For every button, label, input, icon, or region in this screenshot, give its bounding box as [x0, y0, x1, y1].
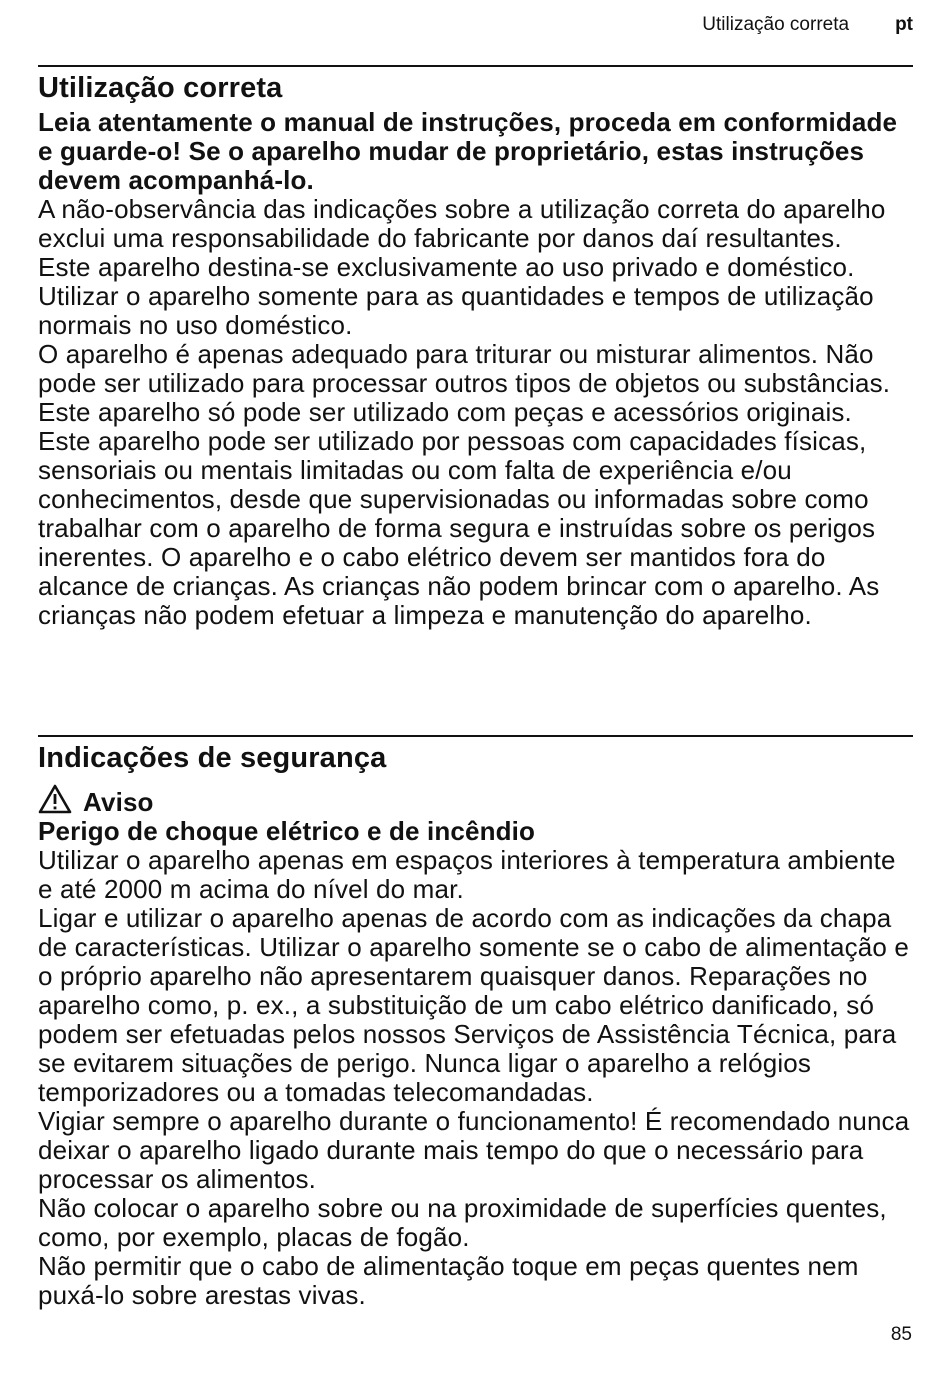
paragraph-rating-plate: Ligar e utilizar o aparelho apenas de acordo com as indicações da chapa de características. Utilizar o aparelho somente se o cabo de alimentação e o próprio aparelho não apresentarem quaisquer danos. Reparações no aparelho como, p. ex., a substituição de um cabo elétrico danificado, só podem ser efetuadas pelos nossos Serviços de Assistência Técnica, para se evitarem situações de perigo. Nunca ligar o aparelho a relógios temporizadores ou a tomadas telecomandadas.	[38, 903, 910, 1107]
section-title-intended-use: Utilização correta	[38, 72, 283, 104]
running-header	[38, 14, 913, 42]
hazard-title: Perigo de choque elétrico e de incêndio	[38, 816, 536, 846]
warning-triangle-icon	[38, 784, 83, 820]
paragraph-supervision: Vigiar sempre o aparelho durante o funcionamento! É recomendado nunca deixar o aparelho ligado durante mais tempo do que o necessário para processar os alimentos.	[38, 1106, 910, 1194]
paragraph-user-restrictions: Este aparelho pode ser utilizado por pessoas com capacidades físicas, sensoriais ou mentais limitadas ou com falta de experiência e/ou conhecimentos, desde que supervisionadas ou informadas sobre como trabalhar com o aparelho de forma segura e instruídas sobre os perigos inerentes. O aparelho e o cabo elétrico devem ser mantidos fora do alcance de crianças. As crianças não podem brincar com o aparelho. As crianças não podem efetuar a limpeza e manutenção do aparelho.	[38, 426, 880, 630]
paragraph-household-use: Este aparelho destina-se exclusivamente ao uso privado e doméstico. Utilizar o aparelho somente para as quantidades e tempos de utilização normais no uso doméstico.	[38, 252, 874, 340]
warning-row	[38, 787, 913, 817]
paragraph-food-processing: O aparelho é apenas adequado para triturar ou misturar alimentos. Não pode ser utilizado para processar outros tipos de objetos ou substâncias. Este aparelho só pode ser utilizado com peças e acessórios originais.	[38, 339, 891, 427]
page-number: 85	[890, 1324, 912, 1345]
paragraph-hot-surfaces: Não colocar o aparelho sobre ou na proximidade de superfícies quentes, como, por exemplo, placas de fogão.	[38, 1193, 887, 1252]
paragraph-indoor-use: Utilizar o aparelho apenas em espaços interiores à temperatura ambiente e até 2000 m acima do nível do mar.	[38, 845, 896, 904]
warning-label: Aviso	[83, 786, 154, 817]
header-rule	[38, 65, 913, 67]
intro-instruction: Leia atentamente o manual de instruções, proceda em conformidade e guarde-o! Se o aparelho mudar de proprietário, estas instruções devem acompanhá-lo.	[38, 107, 898, 195]
section-rule	[38, 735, 913, 737]
section-safety	[38, 741, 913, 1310]
paragraph-cable: Não permitir que o cabo de alimentação toque em peças quentes nem puxá-lo sobre arestas vivas.	[38, 1251, 859, 1310]
section-intended-use	[38, 71, 913, 630]
header-language-code: pt	[895, 14, 913, 35]
paragraph-liability: A não-observância das indicações sobre a utilização correta do aparelho exclui uma responsabilidade do fabricante por danos daí resultantes.	[38, 194, 886, 253]
header-section-name: Utilização correta	[702, 14, 850, 35]
section-title-safety: Indicações de segurança	[38, 742, 387, 774]
